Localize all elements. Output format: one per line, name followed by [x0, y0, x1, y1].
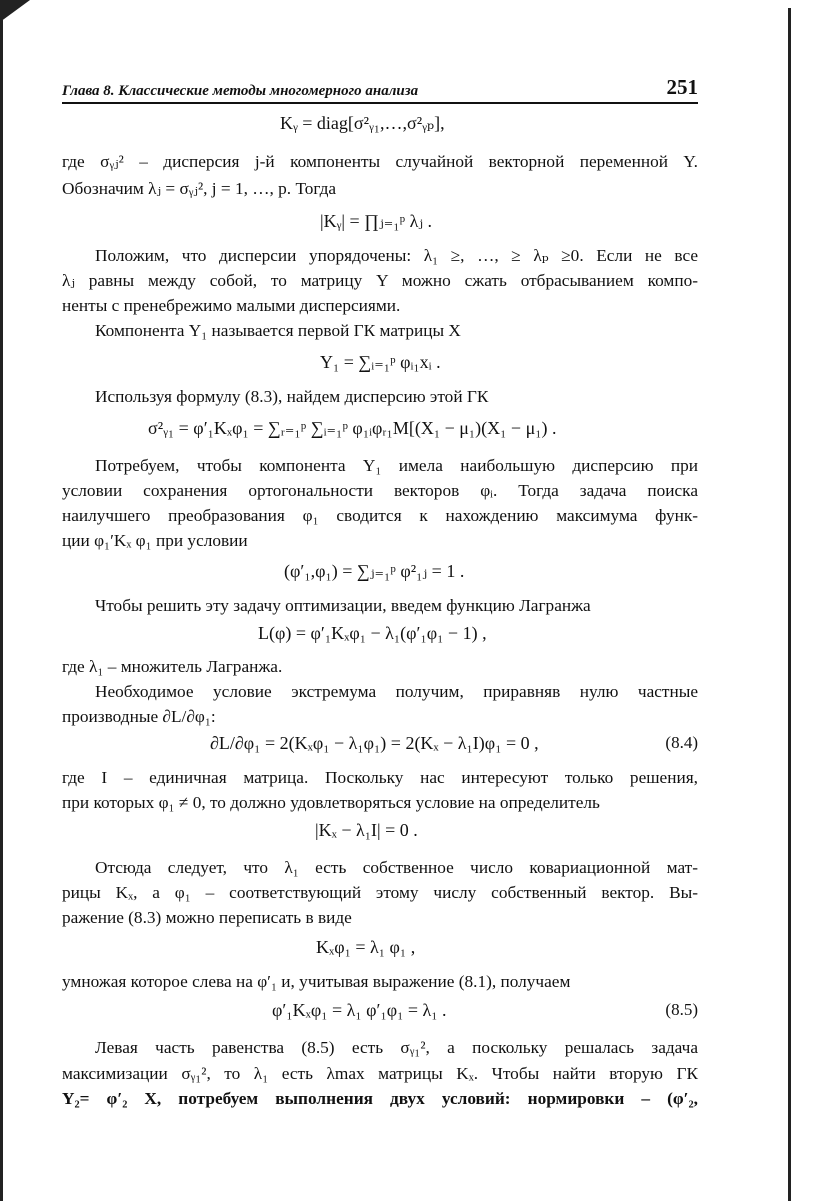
text-line: Необходимое условие экстремума получим, приравняв нулю частные	[95, 682, 698, 701]
text-line: ненты с пренебрежимо малыми дисперсиями.	[62, 296, 401, 315]
text-line: Положим, что дисперсии упорядочены: λ₁ ≥, …, ≥ λₚ ≥0. Если не все	[95, 246, 698, 265]
text-line: где I – единичная матрица. Поскольку нас интересуют только решения,	[62, 768, 698, 787]
formula-norm-condition: (φ′₁,φ₁) = ∑ⱼ₌₁ᵖ φ²₁ⱼ = 1 .	[284, 561, 465, 581]
formula-lagrange: L(φ) = φ′₁Kₓφ₁ − λ₁(φ′₁φ₁ − 1) ,	[258, 623, 487, 643]
formula-ky-diag: Kᵧ = diag[σ²ᵧ₁,…,σ²ᵧₚ],	[280, 113, 445, 133]
book-page	[62, 74, 698, 1108]
formula-eigen: Kₓφ₁ = λ₁ φ₁ ,	[316, 937, 416, 957]
formula-first-pc: Y₁ = ∑ᵢ₌₁ᵖ φᵢ₁xᵢ .	[320, 352, 441, 372]
text-line: при которых φ₁ ≠ 0, то должно удовлетворяться условие на определитель	[62, 793, 600, 812]
scan-corner-mark	[0, 0, 30, 22]
formula-det-product: |Kᵧ| = ∏ⱼ₌₁ᵖ λⱼ .	[320, 211, 433, 231]
text-line: Левая часть равенства (8.5) есть σᵧ₁², а поскольку решалась задача	[95, 1038, 698, 1057]
text-line: ражение (8.3) можно переписать в виде	[62, 908, 352, 927]
text-line: Обозначим λⱼ = σᵧⱼ², j = 1, …, p. Тогда	[62, 179, 337, 198]
text-line: λⱼ равны между собой, то матрицу Y можно сжать отбрасыванием компо-	[62, 271, 698, 290]
text-line: ции φ₁′Kₓ φ₁ при условии	[62, 531, 248, 550]
formula-determinant: |Kₓ − λ₁I| = 0 .	[315, 820, 418, 840]
text-line: Y₂= φ′₂ X, потребуем выполнения двух условий: нормировки – (φ′₂,	[62, 1089, 698, 1108]
text-line: Чтобы решить эту задачу оптимизации, введем функцию Лагранжа	[95, 596, 591, 615]
formula-derivative: ∂L/∂φ₁ = 2(Kₓφ₁ − λ₁φ₁) = 2(Kₓ − λ₁I)φ₁ = 0 ,	[210, 733, 539, 753]
equation-number: (8.5)	[665, 1000, 698, 1019]
page-number: 251	[666, 75, 698, 99]
text-line: умножая которое слева на φ′₁ и, учитывая выражение (8.1), получаем	[62, 972, 571, 991]
text-line: наилучшего преобразования φ₁ сводится к нахождению максимума функ-	[62, 506, 698, 525]
formula-eigenvalue: φ′₁Kₓφ₁ = λ₁ φ′₁φ₁ = λ₁ .	[272, 1000, 447, 1020]
chapter-title: Глава 8. Классические методы многомерного анализа	[62, 83, 419, 99]
text-line: Отсюда следует, что λ₁ есть собственное число ковариационной мат-	[95, 858, 698, 877]
formula-variance: σ²ᵧ₁ = φ′₁Kₓφ₁ = ∑ᵣ₌₁ᵖ ∑ᵢ₌₁ᵖ φ₁ᵢφᵣ₁M[(X₁ − μ₁)(X₁ − μ₁) .	[148, 418, 557, 438]
text-line: рицы Kₓ, а φ₁ – соответствующий этому числу собственный вектор. Вы-	[62, 883, 698, 902]
text-line: производные ∂L/∂φ₁:	[62, 707, 216, 726]
text-line: где λ₁ – множитель Лагранжа.	[62, 657, 283, 676]
text-line: Компонента Y₁ называется первой ГК матрицы X	[95, 321, 461, 340]
scan-right-edge	[788, 8, 791, 1201]
text-line: Потребуем, чтобы компонента Y₁ имела наибольшую дисперсию при	[95, 456, 698, 475]
text-line: где σᵧⱼ² – дисперсия j-й компоненты случайной векторной переменной Y.	[62, 152, 698, 171]
equation-number: (8.4)	[665, 733, 698, 752]
text-line: максимизации σᵧ₁², то λ₁ есть λmax матрицы Kₓ. Чтобы найти вторую ГК	[62, 1064, 698, 1083]
running-header	[62, 74, 698, 104]
scan-left-edge	[0, 20, 3, 1201]
text-line: условии сохранения ортогональности векторов φᵢ. Тогда задача поиска	[62, 481, 698, 500]
text-line: Используя формулу (8.3), найдем дисперсию этой ГК	[95, 387, 489, 406]
